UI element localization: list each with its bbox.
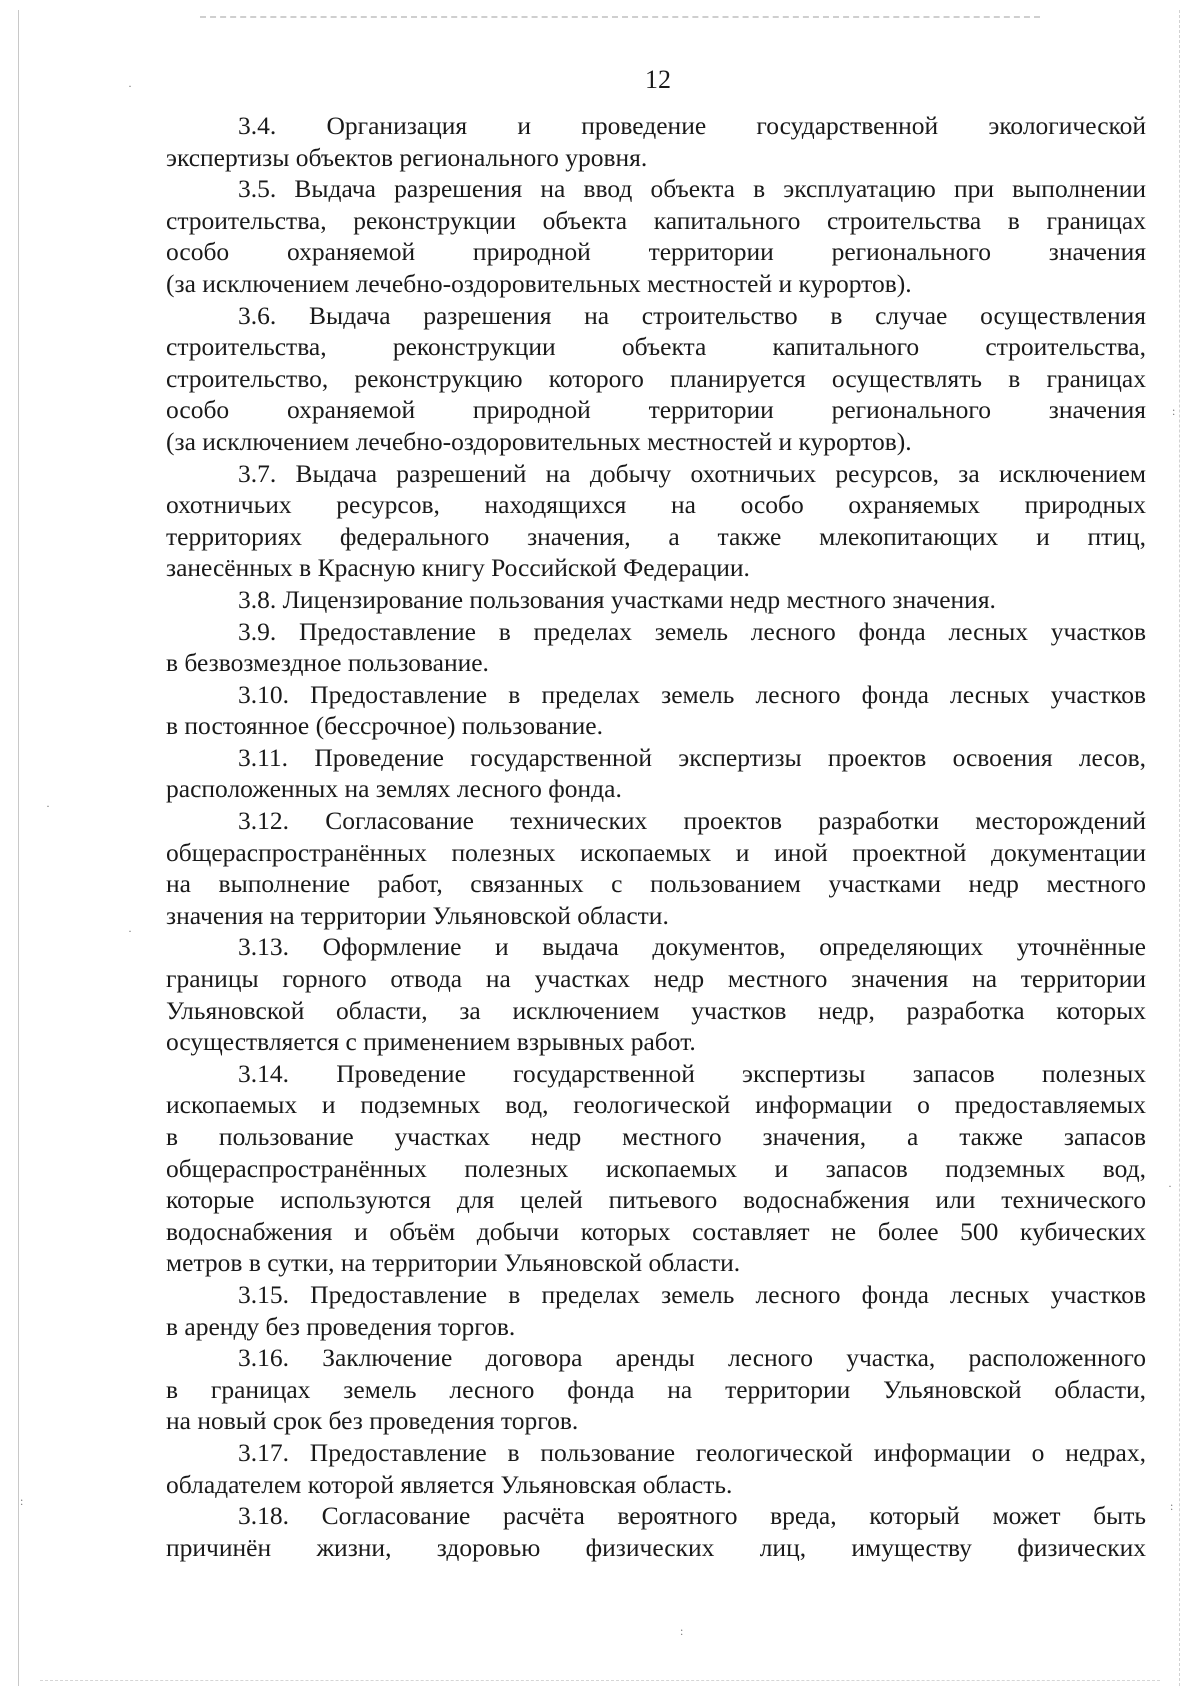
text-line: особо охраняемой природной территории регионального значения xyxy=(166,395,1146,425)
text-line: осуществляется с применением взрывных работ. xyxy=(166,1027,696,1057)
text-line: 3.5. Выдача разрешения на ввод объекта в эксплуатацию при выполнении xyxy=(238,174,1146,204)
text-line: 3.13. Оформление и выдача документов, определяющих уточнённые xyxy=(238,932,1146,962)
scan-speck: · xyxy=(1168,1179,1172,1193)
text-line: 3.14. Проведение государственной экспертизы запасов полезных xyxy=(238,1058,1146,1088)
text-line: расположенных на землях лесного фонда. xyxy=(166,774,622,804)
text-line: 3.8. Лицензирование пользования участками недр местного значения. xyxy=(238,584,996,614)
text-line: 3.18. Согласование расчёта вероятного вреда, который может быть xyxy=(238,1501,1146,1531)
text-line: в пользование участках недр местного значения, а также запасов xyxy=(166,1122,1146,1151)
text-line: 3.16. Заключение договора аренды лесного участка, расположенного xyxy=(238,1343,1146,1373)
document-body xyxy=(166,110,1146,1563)
text-line: водоснабжения и объём добычи которых составляет не более 500 кубических xyxy=(166,1216,1146,1246)
scan-speck: : xyxy=(1172,404,1176,418)
text-line: на новый срок без проведения торгов. xyxy=(166,1406,579,1436)
text-line: (за исключением лечебно-оздоровительных местностей и курортов). xyxy=(166,268,912,298)
text-line: общераспространённых полезных ископаемых и иной проектной документации xyxy=(166,837,1146,867)
text-line: общераспространённых полезных ископаемых и запасов подземных вод, xyxy=(166,1153,1146,1183)
text-line: в постоянное (бессрочное) пользование. xyxy=(166,711,603,741)
text-line: строительство, реконструкцию которого планируется осуществлять в границах xyxy=(166,363,1146,393)
text-line: территориях федерального значения, а также млекопитающих и птиц, xyxy=(166,521,1146,551)
scan-speck: · xyxy=(46,799,50,813)
text-line: строительства, реконструкции объекта капитального строительства в границах xyxy=(166,205,1146,235)
text-line: которые используются для целей питьевого водоснабжения или технического xyxy=(166,1185,1146,1215)
scan-edge-top xyxy=(200,16,1040,18)
text-line: 3.4. Организация и проведение государственной экологической xyxy=(238,111,1146,140)
text-line: обладателем которой является Ульяновская область. xyxy=(166,1469,733,1499)
scan-speck: : xyxy=(1170,1499,1174,1513)
text-line: границы горного отвода на участках недр местного значения на территории xyxy=(166,964,1146,994)
text-line: в границах земель лесного фонда на территории Ульяновской области, xyxy=(166,1374,1146,1404)
text-line: особо охраняемой природной территории регионального значения xyxy=(166,237,1146,267)
text-line: занесённых в Красную книгу Российской Федерации. xyxy=(166,553,750,583)
text-line: 3.11. Проведение государственной экспертизы проектов освоения лесов, xyxy=(238,742,1146,772)
text-line: в безвозмездное пользование. xyxy=(166,648,489,678)
text-line: на выполнение работ, связанных с пользованием участками недр местного xyxy=(166,869,1146,899)
text-line: 3.12. Согласование технических проектов разработки месторождений xyxy=(238,806,1146,836)
text-line: 3.7. Выдача разрешений на добычу охотничьих ресурсов, за исключением xyxy=(238,458,1146,488)
text-line: Ульяновской области, за исключением участков недр, разработка которых xyxy=(166,995,1146,1025)
text-line: в аренду без проведения торгов. xyxy=(166,1311,516,1341)
scan-edge-bottom xyxy=(40,1680,1160,1681)
text-line: экспертизы объектов регионального уровня. xyxy=(166,142,648,172)
text-line: причинён жизни, здоровью физических лиц, имуществу физических xyxy=(166,1532,1146,1562)
scan-speck: · xyxy=(128,79,132,93)
scan-speck: : xyxy=(680,1624,684,1638)
text-line: (за исключением лечебно-оздоровительных местностей и курортов). xyxy=(166,426,912,456)
text-line: 3.6. Выдача разрешения на строительство в случае осуществления xyxy=(238,300,1146,330)
text-line: охотничьих ресурсов, находящихся на особо охраняемых природных xyxy=(166,490,1146,520)
text-line: значения на территории Ульяновской области. xyxy=(166,900,669,930)
text-line: ископаемых и подземных вод, геологической информации о предоставляемых xyxy=(166,1090,1146,1120)
text-line: 3.9. Предоставление в пределах земель лесного фонда лесных участков xyxy=(238,616,1146,646)
text-line: строительства, реконструкции объекта капитального строительства, xyxy=(166,332,1146,362)
text-line: 3.10. Предоставление в пределах земель лесного фонда лесных участков xyxy=(238,679,1146,709)
text-line: метров в сутки, на территории Ульяновской области. xyxy=(166,1248,741,1278)
scan-speck: : xyxy=(20,1494,24,1508)
text-line: 3.17. Предоставление в пользование геологической информации о недрах, xyxy=(238,1437,1146,1467)
text-line: 3.15. Предоставление в пределах земель лесного фонда лесных участков xyxy=(238,1279,1146,1309)
page-number: 12 xyxy=(645,65,671,94)
scan-speck: · xyxy=(128,924,132,938)
